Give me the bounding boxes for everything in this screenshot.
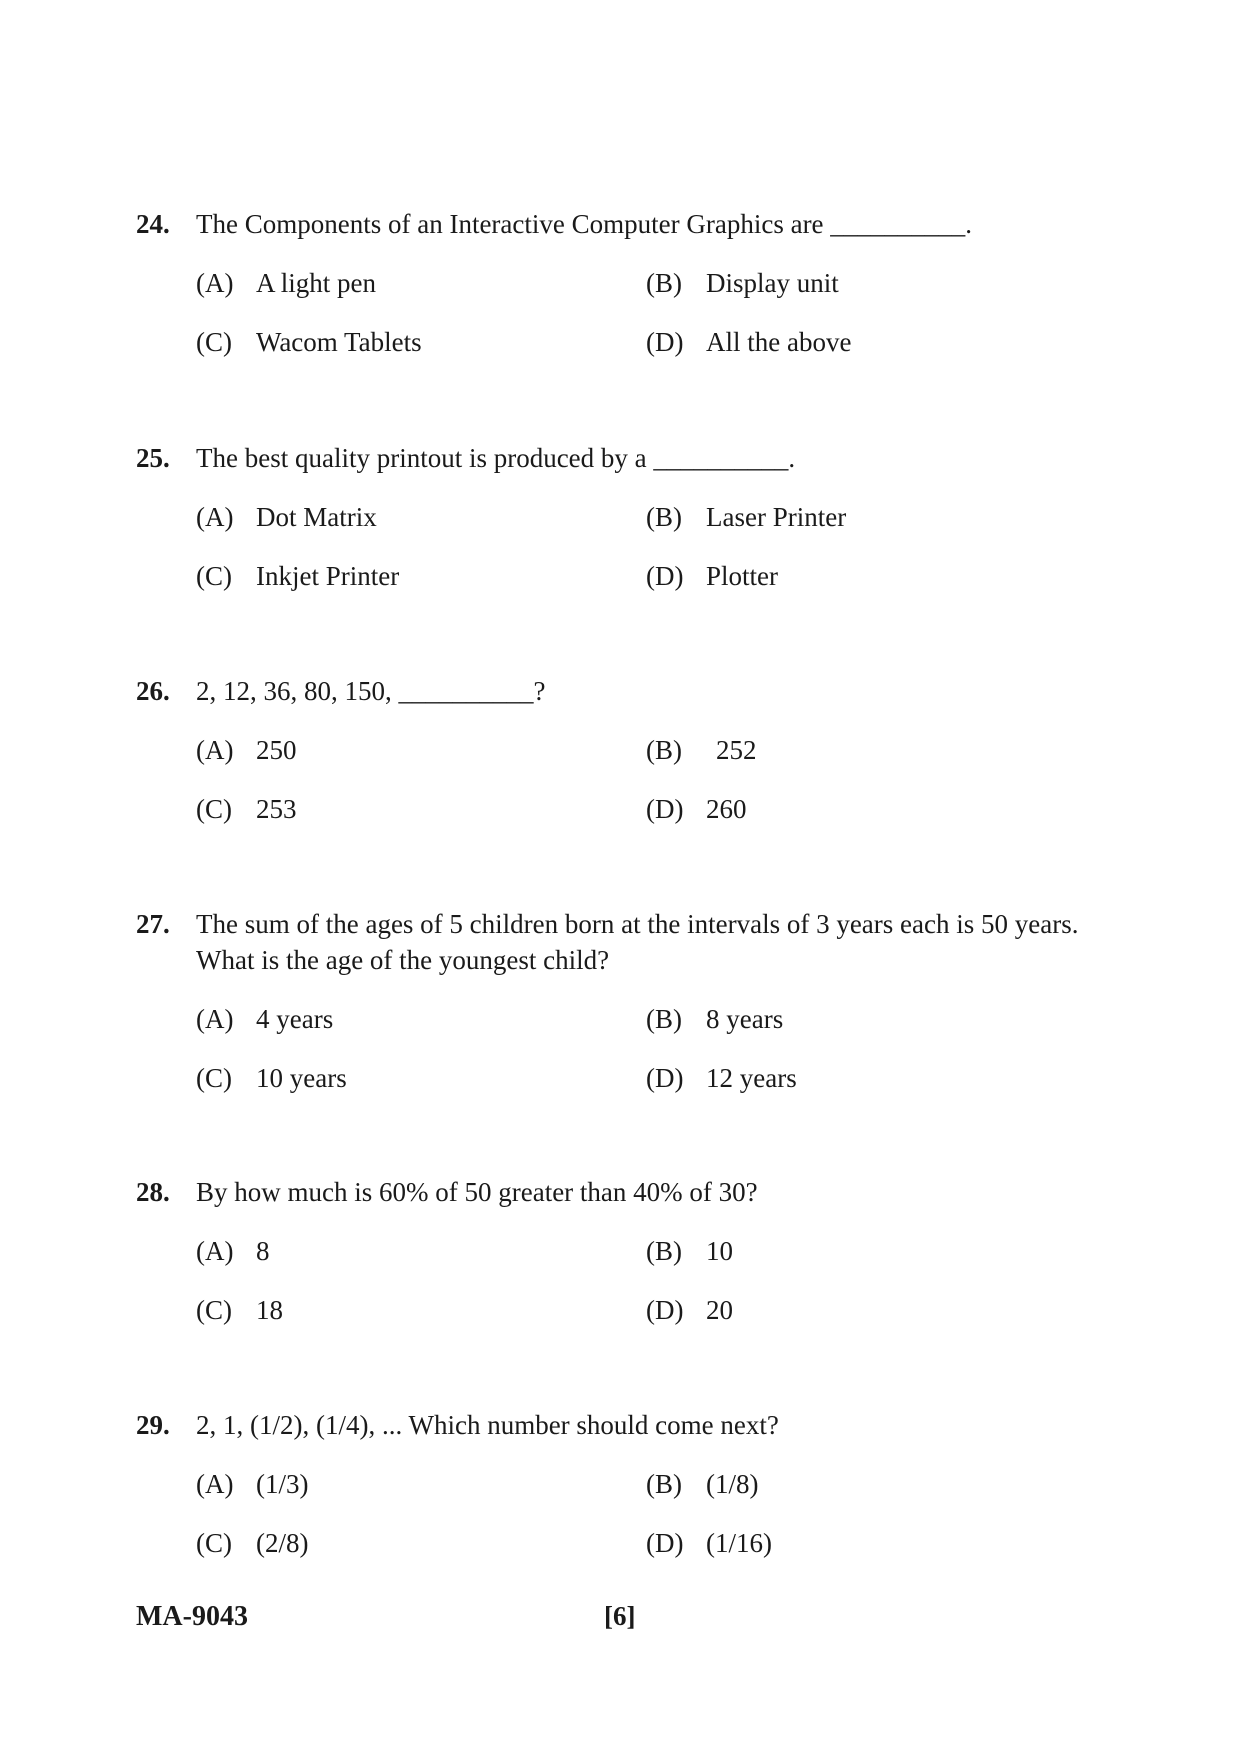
option-text: 10 years bbox=[256, 1063, 347, 1093]
option-text: 18 bbox=[256, 1295, 283, 1325]
option-text: 250 bbox=[256, 735, 297, 765]
option-label: (C) bbox=[196, 327, 232, 357]
question-number: 27. bbox=[136, 909, 170, 939]
option-c bbox=[196, 1525, 646, 1561]
question-26 bbox=[136, 673, 1096, 850]
option-label: (B) bbox=[646, 1236, 682, 1266]
option-text: 12 years bbox=[706, 1063, 797, 1093]
option-label: (B) bbox=[646, 735, 682, 765]
option-text: (1/16) bbox=[706, 1528, 772, 1558]
option-d bbox=[646, 558, 1096, 594]
options bbox=[196, 265, 1096, 360]
option-a bbox=[196, 265, 646, 301]
option-label: (B) bbox=[646, 502, 682, 532]
option-c bbox=[196, 324, 646, 360]
option-label: (D) bbox=[646, 561, 684, 591]
options bbox=[196, 499, 1096, 594]
option-text: Inkjet Printer bbox=[256, 561, 400, 591]
option-a bbox=[196, 1233, 646, 1269]
option-c bbox=[196, 558, 646, 594]
option-label: (A) bbox=[196, 1004, 234, 1034]
options bbox=[196, 1001, 1096, 1096]
option-text: Display unit bbox=[706, 268, 839, 298]
option-label: (C) bbox=[196, 1063, 232, 1093]
option-text: (1/3) bbox=[256, 1469, 309, 1499]
option-c bbox=[196, 791, 646, 827]
option-label: (C) bbox=[196, 794, 232, 824]
option-d bbox=[646, 324, 1096, 360]
option-c bbox=[196, 1292, 646, 1328]
option-a bbox=[196, 499, 646, 535]
question-number: 29. bbox=[136, 1410, 170, 1440]
option-d bbox=[646, 791, 1096, 827]
option-a bbox=[196, 1466, 646, 1502]
question-stem bbox=[136, 206, 1096, 242]
question-stem bbox=[136, 1407, 1096, 1443]
option-label: (A) bbox=[196, 268, 234, 298]
question-27 bbox=[136, 906, 1096, 1119]
question-number: 26. bbox=[136, 676, 170, 706]
question-number: 28. bbox=[136, 1177, 170, 1207]
option-text: Dot Matrix bbox=[256, 502, 377, 532]
question-stem bbox=[136, 440, 1096, 476]
question-stem bbox=[136, 1174, 1096, 1210]
option-text: 253 bbox=[256, 794, 297, 824]
option-b bbox=[646, 1466, 1096, 1502]
option-text: 8 bbox=[256, 1236, 270, 1266]
option-b bbox=[646, 265, 1096, 301]
question-stem bbox=[136, 906, 1096, 978]
option-text: Plotter bbox=[706, 561, 778, 591]
option-b bbox=[646, 732, 1096, 768]
option-d bbox=[646, 1292, 1096, 1328]
option-label: (D) bbox=[646, 794, 684, 824]
option-text: A light pen bbox=[256, 268, 376, 298]
question-stem bbox=[136, 673, 1096, 709]
option-a bbox=[196, 1001, 646, 1037]
paper-code: MA-9043 bbox=[136, 1601, 248, 1632]
option-text: Laser Printer bbox=[706, 502, 847, 532]
option-label: (D) bbox=[646, 1063, 684, 1093]
option-text: Wacom Tablets bbox=[256, 327, 422, 357]
question-text: 2, 1, (1/2), (1/4), ... Which number should come next? bbox=[196, 1410, 779, 1440]
question-25 bbox=[136, 440, 1096, 617]
option-d bbox=[646, 1060, 1096, 1096]
option-text: 8 years bbox=[706, 1004, 784, 1034]
question-text: 2, 12, 36, 80, 150, __________? bbox=[196, 676, 546, 706]
option-label: (A) bbox=[196, 1236, 234, 1266]
question-text: By how much is 60% of 50 greater than 40% of 30? bbox=[196, 1177, 758, 1207]
option-c bbox=[196, 1060, 646, 1096]
options bbox=[196, 1466, 1096, 1561]
option-label: (D) bbox=[646, 1528, 684, 1558]
option-text: 260 bbox=[706, 794, 747, 824]
question-28 bbox=[136, 1174, 1096, 1351]
option-label: (D) bbox=[646, 327, 684, 357]
option-text: 10 bbox=[706, 1236, 733, 1266]
question-number: 25. bbox=[136, 443, 170, 473]
option-label: (A) bbox=[196, 735, 234, 765]
question-24 bbox=[136, 206, 1096, 383]
page-number: [6] bbox=[604, 1601, 636, 1631]
option-text: (1/8) bbox=[706, 1469, 759, 1499]
option-label: (C) bbox=[196, 1295, 232, 1325]
question-text: The sum of the ages of 5 children born at the intervals of 3 years each is 50 years. What is the age of the youngest child? bbox=[196, 909, 1079, 975]
question-text: The best quality printout is produced by a __________. bbox=[196, 443, 796, 473]
option-label: (B) bbox=[646, 1469, 682, 1499]
option-a bbox=[196, 732, 646, 768]
option-label: (B) bbox=[646, 268, 682, 298]
question-number: 24. bbox=[136, 209, 170, 239]
option-b bbox=[646, 1001, 1096, 1037]
option-label: (C) bbox=[196, 561, 232, 591]
option-text: 4 years bbox=[256, 1004, 334, 1034]
option-d bbox=[646, 1525, 1096, 1561]
option-label: (A) bbox=[196, 1469, 234, 1499]
options bbox=[196, 1233, 1096, 1328]
options bbox=[196, 732, 1096, 827]
option-label: (C) bbox=[196, 1528, 232, 1558]
option-text: (2/8) bbox=[256, 1528, 309, 1558]
option-text: 20 bbox=[706, 1295, 733, 1325]
option-b bbox=[646, 499, 1096, 535]
question-text: The Components of an Interactive Computer Graphics are __________. bbox=[196, 209, 973, 239]
option-text: All the above bbox=[706, 327, 852, 357]
option-label: (D) bbox=[646, 1295, 684, 1325]
option-label: (B) bbox=[646, 1004, 682, 1034]
option-label: (A) bbox=[196, 502, 234, 532]
question-29 bbox=[136, 1407, 1096, 1584]
option-b bbox=[646, 1233, 1096, 1269]
option-text: 252 bbox=[716, 735, 757, 765]
